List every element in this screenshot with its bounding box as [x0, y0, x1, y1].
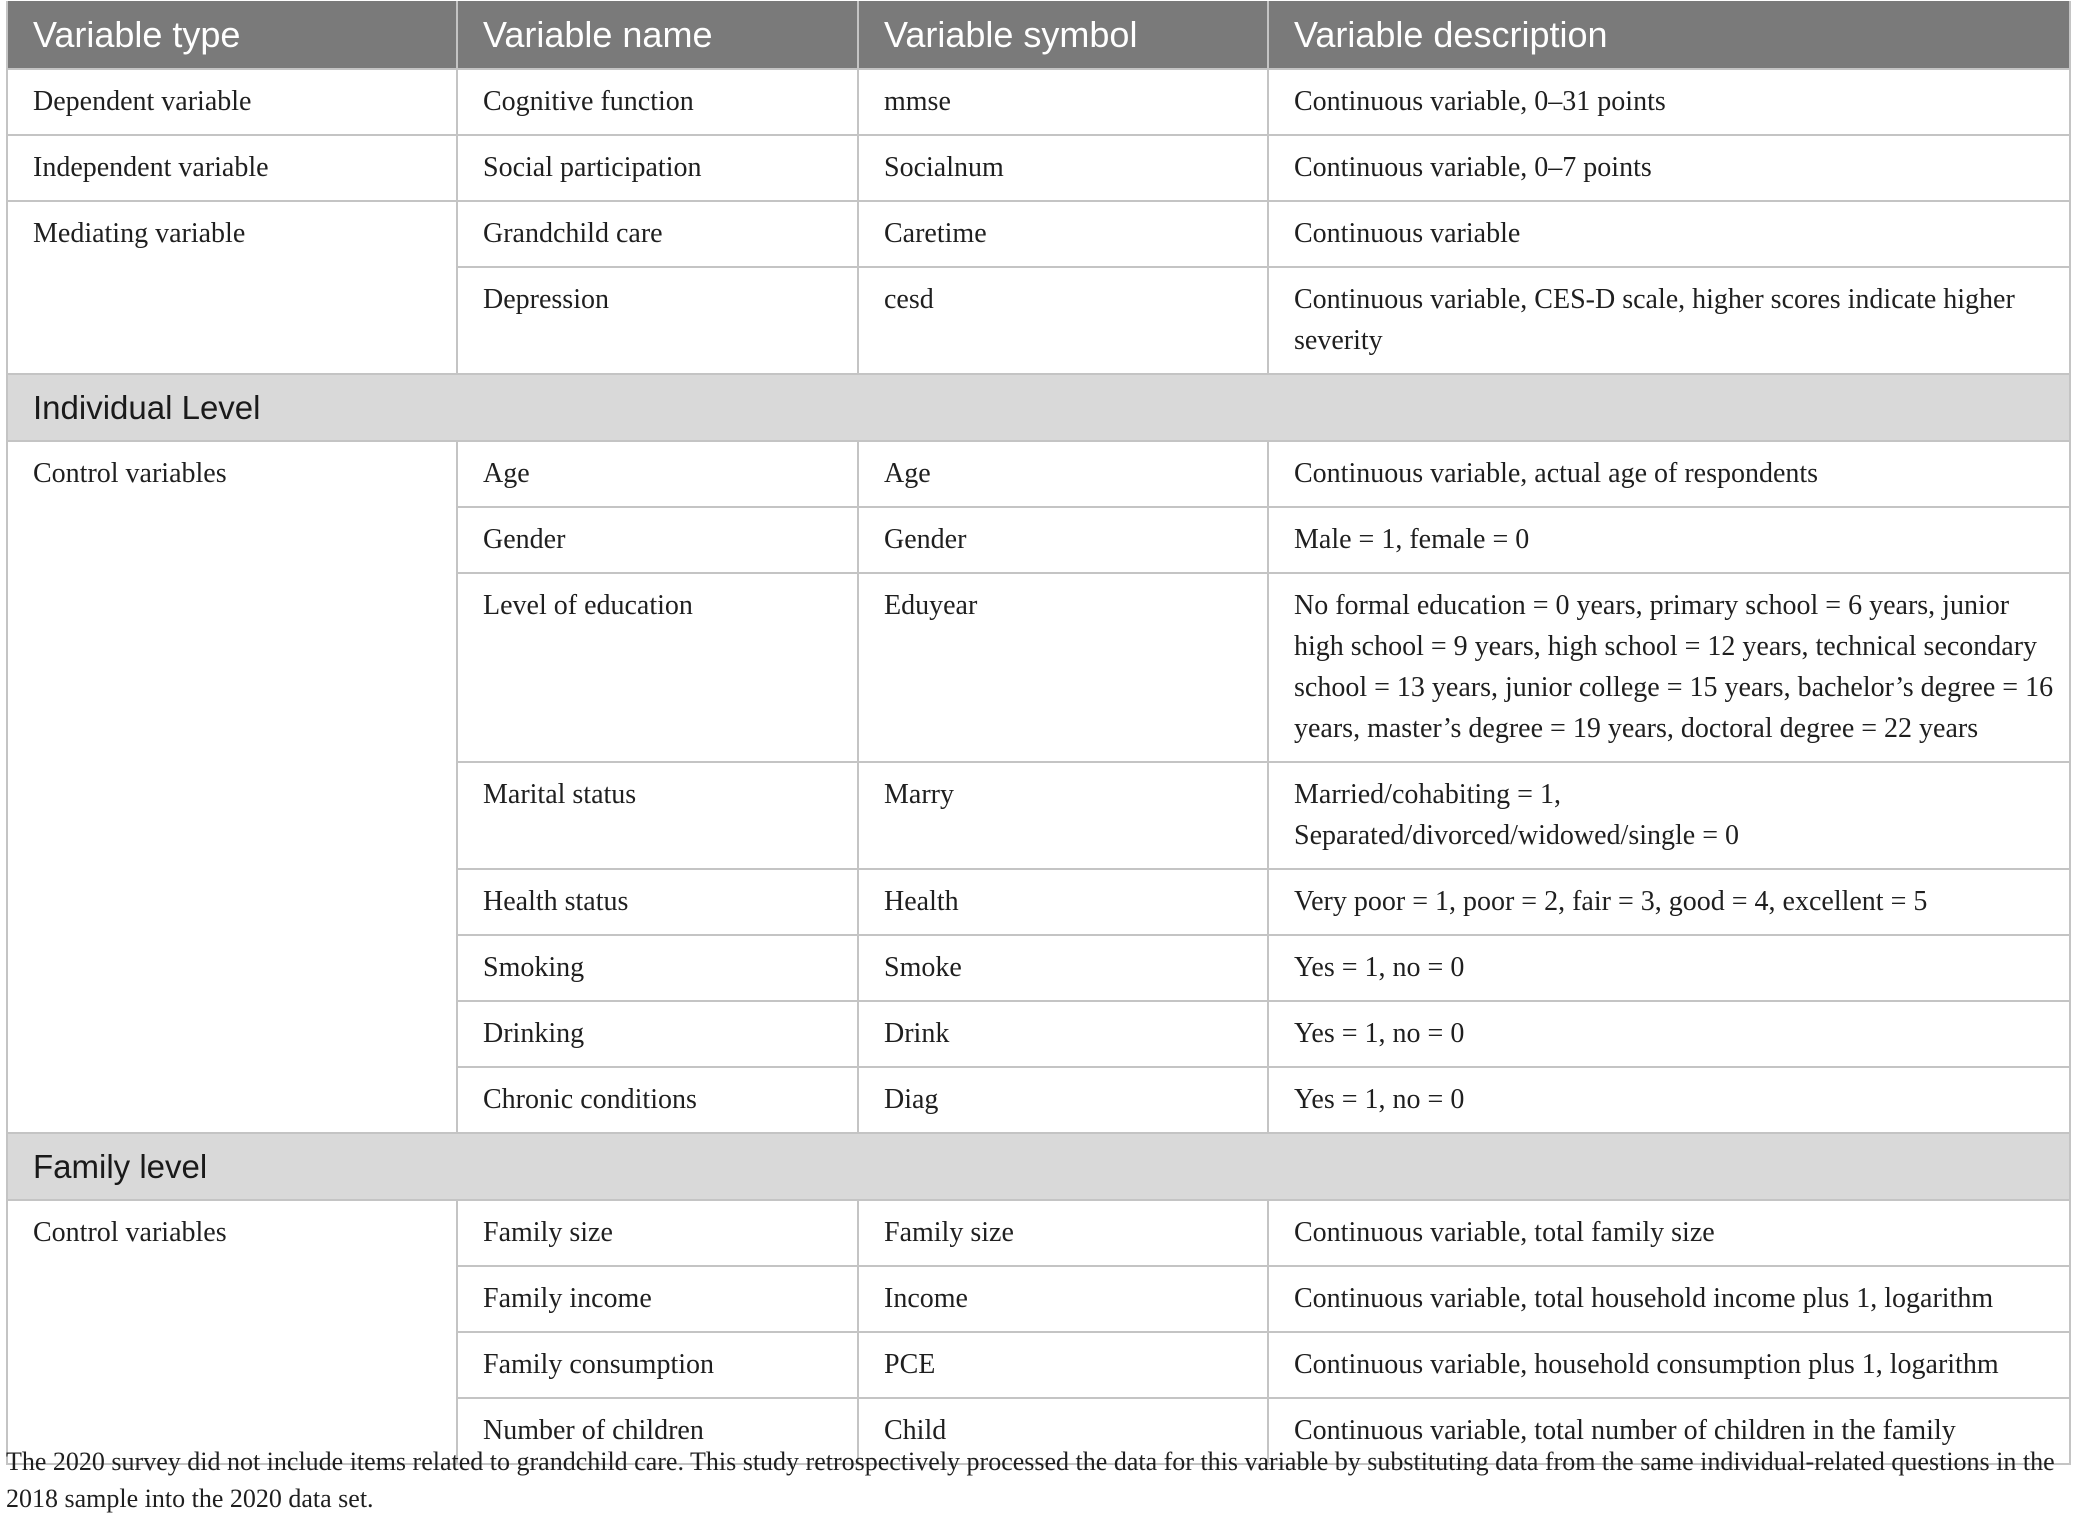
description-line: Separated/divorced/widowed/single = 0: [1294, 820, 1740, 851]
cell-type: Dependent variable: [7, 69, 457, 135]
cell-description: Very poor = 1, poor = 2, fair = 3, good = 4, excellent = 5: [1268, 869, 2070, 935]
cell-name: Marital status: [457, 762, 858, 869]
cell-name: Family size: [457, 1200, 858, 1266]
section-label: Individual Level: [7, 374, 2070, 441]
cell-name: Number of children: [457, 1398, 858, 1464]
cell-description: Yes = 1, no = 0: [1268, 1067, 2070, 1133]
cell-symbol: Caretime: [858, 201, 1268, 267]
cell-symbol: Drink: [858, 1001, 1268, 1067]
cell-symbol: Marry: [858, 762, 1268, 869]
description-line: Married/cohabiting = 1,: [1294, 779, 1561, 810]
cell-type: Independent variable: [7, 135, 457, 201]
cell-name: Chronic conditions: [457, 1067, 858, 1133]
cell-description: Continuous variable, household consumption plus 1, logarithm: [1268, 1332, 2070, 1398]
header-variable-name: Variable name: [457, 1, 858, 69]
cell-description: Yes = 1, no = 0: [1268, 935, 2070, 1001]
cell-symbol: Health: [858, 869, 1268, 935]
cell-description: Continuous variable, 0–7 points: [1268, 135, 2070, 201]
cell-name: Family income: [457, 1266, 858, 1332]
cell-description: Continuous variable, 0–31 points: [1268, 69, 2070, 135]
cell-symbol: Child: [858, 1398, 1268, 1464]
section-row-individual: [7, 374, 2070, 441]
cell-name: Grandchild care: [457, 201, 858, 267]
cell-symbol: cesd: [858, 267, 1268, 374]
table-header-row: [7, 1, 2070, 69]
header-variable-symbol: Variable symbol: [858, 1, 1268, 69]
cell-name: Depression: [457, 267, 858, 374]
cell-name: Age: [457, 441, 858, 507]
cell-description: Continuous variable, total number of children in the family: [1268, 1398, 2070, 1464]
table-container: [6, 1, 2069, 1465]
cell-symbol: PCE: [858, 1332, 1268, 1398]
cell-name: Smoking: [457, 935, 858, 1001]
cell-name: Gender: [457, 507, 858, 573]
section-row-family: [7, 1133, 2070, 1200]
cell-description: Male = 1, female = 0: [1268, 507, 2070, 573]
cell-symbol: Diag: [858, 1067, 1268, 1133]
cell-name: Cognitive function: [457, 69, 858, 135]
cell-symbol: Gender: [858, 507, 1268, 573]
header-variable-type: Variable type: [7, 1, 457, 69]
cell-type: Control variables: [7, 441, 457, 1133]
section-label: Family level: [7, 1133, 2070, 1200]
cell-symbol: Socialnum: [858, 135, 1268, 201]
header-variable-description: Variable description: [1268, 1, 2070, 69]
cell-symbol: Income: [858, 1266, 1268, 1332]
cell-name: Social participation: [457, 135, 858, 201]
cell-description: [1268, 762, 2070, 869]
cell-symbol: Eduyear: [858, 573, 1268, 762]
cell-description: Yes = 1, no = 0: [1268, 1001, 2070, 1067]
cell-name: Family consumption: [457, 1332, 858, 1398]
cell-name: Level of education: [457, 573, 858, 762]
table-row: [7, 441, 2070, 507]
cell-description: Continuous variable, actual age of respondents: [1268, 441, 2070, 507]
cell-symbol: Family size: [858, 1200, 1268, 1266]
cell-description: Continuous variable, total family size: [1268, 1200, 2070, 1266]
cell-description: Continuous variable, CES-D scale, higher scores indicate higher severity: [1268, 267, 2070, 374]
table-row: [7, 1200, 2070, 1266]
table-row: [7, 135, 2070, 201]
table-row: [7, 69, 2070, 135]
cell-description: No formal education = 0 years, primary school = 6 years, junior high school = 9 years, high school = 12 years, technical secondary school = 13 years, junior college = 15 years, bachelor’s degree = 16 years, master’s degree = 19 years, doctoral degree = 22 years: [1268, 573, 2070, 762]
cell-description: Continuous variable: [1268, 201, 2070, 267]
cell-type: Control variables: [7, 1200, 457, 1464]
variables-table: [6, 1, 2071, 1465]
cell-type: Mediating variable: [7, 201, 457, 374]
cell-name: Health status: [457, 869, 858, 935]
cell-symbol: Age: [858, 441, 1268, 507]
cell-name: Drinking: [457, 1001, 858, 1067]
cell-description: Continuous variable, total household income plus 1, logarithm: [1268, 1266, 2070, 1332]
table-row: [7, 201, 2070, 267]
cell-symbol: mmse: [858, 69, 1268, 135]
table-footnote: The 2020 survey did not include items related to grandchild care. This study retrospectively processed the data for this variable by substituting data from the same individual-related questions in the 2018 sample into the 2020 data set.: [6, 1447, 2055, 1513]
cell-symbol: Smoke: [858, 935, 1268, 1001]
